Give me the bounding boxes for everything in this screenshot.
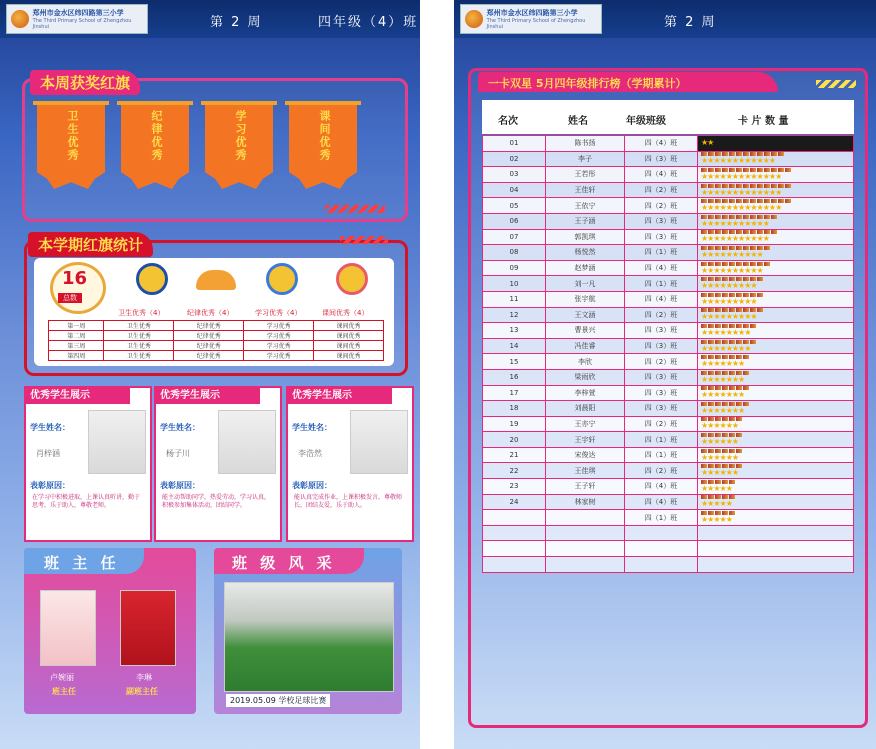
card-count-cell [698, 198, 854, 214]
card-count-cell [698, 541, 854, 557]
weekly-awards-title: 本周获奖红旗 [30, 70, 140, 95]
card-count-cell [698, 291, 854, 307]
star-icon: ★★★★★★★★★★★★ [701, 156, 776, 166]
rank-cell: 04 [483, 182, 546, 198]
star-icon: ★★★★★★★★★★★★★ [701, 171, 782, 181]
student-name-label: 学生姓名： [160, 423, 200, 432]
name-cell: 陈书扬 [546, 136, 625, 152]
class-cell: 四（4）班 [625, 291, 698, 307]
card-count-cell [698, 510, 854, 526]
ranking-table [482, 135, 854, 573]
star-icon: ★★★★★★★ [701, 374, 745, 384]
name-cell: 刘一凡 [546, 276, 625, 292]
card-count-cell [698, 229, 854, 245]
star-icon: ★★★★★★ [701, 452, 739, 462]
card-icon [715, 184, 721, 188]
star-icon: ★★★★★★★★ [701, 343, 751, 353]
class-cell: 四（2）班 [625, 182, 698, 198]
teacher-role-2: 副班主任 [126, 687, 158, 696]
card-icon [708, 340, 714, 344]
card-count-cell [698, 167, 854, 183]
card-count-cell [698, 432, 854, 448]
medal-label-2: 纪律优秀（4） [187, 309, 234, 317]
rank-cell: 03 [483, 167, 546, 183]
table-row [483, 401, 854, 417]
table-row [483, 479, 854, 495]
name-cell: 王子轩 [546, 479, 625, 495]
table-row [483, 198, 854, 214]
card-icon [764, 262, 770, 266]
name-cell: 王亦宁 [546, 416, 625, 432]
table-row [483, 229, 854, 245]
star-icon: ★★★★★★★ [701, 359, 745, 369]
table-row [483, 307, 854, 323]
head-teacher-title: 班 主 任 [44, 554, 120, 572]
rank-cell: 11 [483, 291, 546, 307]
medal-label-4: 课间优秀（4） [322, 309, 369, 317]
student-reason-label: 表彰原因： [160, 481, 200, 490]
name-cell: 梁雨欣 [546, 369, 625, 385]
award-flag-3-text: 学习优秀 [234, 110, 247, 162]
medal-label-1: 卫生优秀（4） [118, 309, 165, 317]
class-cell [625, 557, 698, 573]
card-icon [757, 293, 763, 297]
rank-cell [483, 525, 546, 541]
award-flag-4-text: 课间优秀 [318, 110, 331, 162]
class-cell: 四（3）班 [625, 385, 698, 401]
card-icon [722, 340, 728, 344]
table-row [483, 338, 854, 354]
name-cell: 王佳轩 [546, 182, 625, 198]
teacher-photo [40, 590, 96, 666]
name-cell: 王子涵 [546, 213, 625, 229]
rank-cell [483, 510, 546, 526]
card-icon [785, 199, 791, 203]
card-count-cell [698, 276, 854, 292]
card-icon [701, 184, 707, 188]
star-icon: ★★★★★★★★★★ [701, 265, 763, 275]
rank-cell: 15 [483, 354, 546, 370]
star-icon: ★★★★★★★★★★ [701, 249, 763, 259]
card-icon [771, 184, 777, 188]
rank-cell: 10 [483, 276, 546, 292]
total-label: 总数 [58, 293, 82, 303]
header-class: 年级班级 [626, 116, 666, 127]
class-cell: 四（4）班 [625, 260, 698, 276]
teacher-name-2: 李琳 [136, 673, 152, 682]
student-card-3 [286, 386, 414, 542]
table-row [483, 323, 854, 339]
card-count-cell [698, 323, 854, 339]
name-cell: 赵梦涵 [546, 260, 625, 276]
semester-stats-title: 本学期红旗统计 [28, 232, 153, 257]
card-icon [715, 340, 721, 344]
card-icon [736, 340, 742, 344]
rank-cell: 23 [483, 479, 546, 495]
week-label: 第 2 周 [210, 15, 263, 30]
decor-stripe [816, 80, 856, 88]
card-icon [701, 340, 707, 344]
name-cell: 冯佳睿 [546, 338, 625, 354]
school-logo [6, 4, 148, 34]
card-icon [778, 184, 784, 188]
table-row [483, 385, 854, 401]
left-top-bar [0, 0, 420, 38]
table-row [483, 167, 854, 183]
table-row [483, 276, 854, 292]
medal-icon [136, 263, 168, 295]
star-icon: ★★★★★★★★★★★★★ [701, 187, 782, 197]
name-cell: 李欣 [546, 354, 625, 370]
rank-cell [483, 541, 546, 557]
medal-icon [336, 263, 368, 295]
class-cell: 四（4）班 [625, 136, 698, 152]
header-name: 姓名 [568, 116, 588, 127]
class-cell: 四（3）班 [625, 338, 698, 354]
rank-cell: 12 [483, 307, 546, 323]
rank-cell: 01 [483, 136, 546, 152]
student-reason-label: 表彰原因： [30, 481, 70, 490]
card-count-cell [698, 525, 854, 541]
flag-pole [33, 101, 109, 105]
class-cell: 四（2）班 [625, 198, 698, 214]
card-icon [778, 152, 784, 156]
award-flag-1-text: 卫生优秀 [66, 110, 79, 162]
star-icon: ★★★★★★★ [701, 405, 745, 415]
card-icon [771, 215, 777, 219]
card-count-cell [698, 479, 854, 495]
card-icon [764, 184, 770, 188]
header-cards: 卡 片 数 量 [738, 116, 789, 127]
card-icon [722, 262, 728, 266]
star-icon: ★★★★★★★★★ [701, 296, 757, 306]
card-icon [757, 184, 763, 188]
table-row [483, 416, 854, 432]
class-cell: 四（1）班 [625, 276, 698, 292]
rank-cell: 08 [483, 245, 546, 261]
student-name-label: 学生姓名： [292, 423, 332, 432]
total-count: 16 [62, 268, 88, 289]
table-row [483, 369, 854, 385]
rank-cell: 21 [483, 447, 546, 463]
card-count-cell [698, 385, 854, 401]
class-cell: 四（4）班 [625, 494, 698, 510]
card-icon [708, 262, 714, 266]
rank-cell: 22 [483, 463, 546, 479]
right-top-bar [454, 0, 876, 38]
student-photo [218, 410, 276, 474]
student-reason-label: 表彰原因： [292, 481, 332, 490]
class-cell: 四（3）班 [625, 323, 698, 339]
card-icon [743, 340, 749, 344]
class-cell: 四（2）班 [625, 416, 698, 432]
class-cell: 四（3）班 [625, 229, 698, 245]
stats-table [48, 320, 384, 361]
table-row [483, 447, 854, 463]
card-icon [785, 184, 791, 188]
card-icon [750, 324, 756, 328]
name-cell [546, 557, 625, 573]
student-card-1 [24, 386, 152, 542]
card-icon [757, 308, 763, 312]
school-emblem-icon [465, 10, 483, 28]
rank-cell: 09 [483, 260, 546, 276]
name-cell: 李梓萱 [546, 385, 625, 401]
card-count-cell [698, 494, 854, 510]
class-cell: 四（2）班 [625, 307, 698, 323]
class-name: 四年级（4）班 [318, 15, 419, 30]
ranking-title: 一卡双星 5月四年级排行榜（学期累计） [488, 77, 687, 90]
table-row [483, 354, 854, 370]
table-row [483, 510, 854, 526]
card-icon [729, 184, 735, 188]
star-icon: ★★★★★ [701, 483, 732, 493]
ranking-header-bg [482, 100, 854, 134]
name-cell: 杨悦然 [546, 245, 625, 261]
rank-cell: 19 [483, 416, 546, 432]
rank-cell: 16 [483, 369, 546, 385]
card-count-cell [698, 447, 854, 463]
card-icon [771, 230, 777, 234]
card-count-cell [698, 557, 854, 573]
school-name-en: The Third Primary School of Zhengzhou Jinshui [32, 17, 132, 30]
table-row: 第二周 卫生优秀 纪律优秀 学习优秀 课间优秀 [49, 331, 384, 341]
card-icon [750, 184, 756, 188]
student-name: 肖梓涵 [36, 449, 60, 458]
card-count-cell [698, 136, 854, 152]
name-cell: 李子 [546, 151, 625, 167]
medal-icon [266, 263, 298, 295]
table-row [483, 213, 854, 229]
student-photo [350, 410, 408, 474]
card-icon [743, 184, 749, 188]
card-count-cell [698, 182, 854, 198]
left-poster-panel [0, 0, 420, 749]
rank-cell [483, 557, 546, 573]
card-count-cell [698, 338, 854, 354]
table-row: 第三周 卫生优秀 纪律优秀 学习优秀 课间优秀 [49, 341, 384, 351]
student-name: 李浩然 [298, 449, 322, 458]
card-count-cell [698, 354, 854, 370]
card-icon [708, 184, 714, 188]
class-cell: 四（2）班 [625, 354, 698, 370]
card-icon [736, 262, 742, 266]
student-card-title: 优秀学生展示 [288, 388, 392, 404]
card-count-cell [698, 151, 854, 167]
class-cell [625, 525, 698, 541]
star-icon: ★★★★★★★★ [701, 327, 751, 337]
card-icon [750, 262, 756, 266]
name-cell: 刘晨阳 [546, 401, 625, 417]
school-name: 郑州市金水区纬四路第三小学 [486, 8, 578, 17]
student-reason: 能认真完成作业，上课积极发言，尊敬师长，团结友爱，乐于助人。 [294, 494, 403, 509]
rank-cell: 02 [483, 151, 546, 167]
decor-stripe [340, 236, 388, 244]
table-row [483, 182, 854, 198]
star-icon: ★★★★★★★★★ [701, 312, 757, 322]
star-icon: ★★ [701, 138, 714, 148]
flag-pole [201, 101, 277, 105]
star-icon: ★★★★★ [701, 515, 732, 525]
table-row [483, 463, 854, 479]
card-icon [701, 262, 707, 266]
table-row: 第四周 卫生优秀 纪律优秀 学习优秀 课间优秀 [49, 351, 384, 361]
class-cell: 四（3）班 [625, 213, 698, 229]
decor-stripe [325, 205, 385, 213]
rank-cell: 24 [483, 494, 546, 510]
class-cell: 四（3）班 [625, 151, 698, 167]
card-icon [764, 246, 770, 250]
name-cell [546, 510, 625, 526]
table-row [483, 541, 854, 557]
class-cell: 四（4）班 [625, 479, 698, 495]
card-icon [743, 262, 749, 266]
table-row [483, 494, 854, 510]
card-icon [757, 262, 763, 266]
rank-cell: 20 [483, 432, 546, 448]
card-count-cell [698, 416, 854, 432]
rank-cell: 14 [483, 338, 546, 354]
class-cell: 四（1）班 [625, 447, 698, 463]
class-cell: 四（3）班 [625, 401, 698, 417]
class-cell: 四（4）班 [625, 167, 698, 183]
star-icon: ★★★★★ [701, 499, 732, 509]
class-photo-caption: 2019.05.09 学校足球比赛 [226, 694, 330, 707]
star-icon: ★★★★★★ [701, 468, 739, 478]
star-icon: ★★★★★★★ [701, 390, 745, 400]
rank-cell: 13 [483, 323, 546, 339]
card-icon [722, 184, 728, 188]
card-icon [785, 168, 791, 172]
name-cell: 王佳琪 [546, 463, 625, 479]
table-row [483, 291, 854, 307]
table-row [483, 260, 854, 276]
student-card-title: 优秀学生展示 [26, 388, 130, 404]
card-count-cell [698, 245, 854, 261]
class-cell: 四（1）班 [625, 245, 698, 261]
flag-pole [117, 101, 193, 105]
rank-cell: 17 [483, 385, 546, 401]
teacher-photo [120, 590, 176, 666]
name-cell: 宋俊达 [546, 447, 625, 463]
name-cell [546, 541, 625, 557]
right-poster-panel [454, 0, 876, 749]
medal-icon [196, 270, 236, 290]
card-icon [750, 340, 756, 344]
table-row [483, 245, 854, 261]
class-cell: 四（2）班 [625, 463, 698, 479]
school-name: 郑州市金水区纬四路第三小学 [32, 8, 124, 17]
rank-cell: 07 [483, 229, 546, 245]
card-count-cell [698, 307, 854, 323]
card-count-cell [698, 369, 854, 385]
school-logo [460, 4, 602, 34]
table-row [483, 557, 854, 573]
card-icon [736, 184, 742, 188]
name-cell: 王依宁 [546, 198, 625, 214]
card-icon [757, 277, 763, 281]
header-rank: 名次 [498, 116, 518, 127]
student-name-label: 学生姓名： [30, 423, 70, 432]
rank-cell: 18 [483, 401, 546, 417]
table-row [483, 432, 854, 448]
medal-label-3: 学习优秀（4） [255, 309, 302, 317]
student-card-2 [154, 386, 282, 542]
table-row [483, 136, 854, 152]
name-cell: 王若彤 [546, 167, 625, 183]
class-cell: 四（3）班 [625, 369, 698, 385]
card-count-cell [698, 213, 854, 229]
name-cell: 王宇轩 [546, 432, 625, 448]
card-count-cell [698, 260, 854, 276]
student-reason: 在学习中积极进取，上课认真听讲，勤于思考，乐于助人，尊敬老师。 [32, 494, 141, 509]
name-cell: 张宇航 [546, 291, 625, 307]
name-cell: 林家树 [546, 494, 625, 510]
student-reason: 能主动帮助同学，热爱劳动，学习认真，积极参加集体活动，团结同学。 [162, 494, 271, 509]
class-cell: 四（1）班 [625, 510, 698, 526]
class-cell: 四（1）班 [625, 432, 698, 448]
card-count-cell [698, 401, 854, 417]
teacher-role-1: 班主任 [52, 687, 76, 696]
student-card-title: 优秀学生展示 [156, 388, 260, 404]
rank-cell: 05 [483, 198, 546, 214]
star-icon: ★★★★★★★★★★★ [701, 218, 769, 228]
star-icon: ★★★★★★★★★★★ [701, 234, 769, 244]
flag-pole [285, 101, 361, 105]
card-icon [715, 262, 721, 266]
student-photo [88, 410, 146, 474]
student-name: 杨子川 [166, 449, 190, 458]
card-icon [729, 262, 735, 266]
table-row [483, 525, 854, 541]
rank-cell: 06 [483, 213, 546, 229]
star-icon: ★★★★★★ [701, 421, 739, 431]
name-cell [546, 525, 625, 541]
name-cell: 王文涵 [546, 307, 625, 323]
school-emblem-icon [11, 10, 29, 28]
star-icon: ★★★★★★ [701, 437, 739, 447]
class-cell [625, 541, 698, 557]
table-row [483, 151, 854, 167]
star-icon: ★★★★★★★★★★★★★ [701, 203, 782, 213]
star-icon: ★★★★★★★★★ [701, 281, 757, 291]
school-name-en: The Third Primary School of Zhengzhou Jinshui [486, 17, 586, 30]
teacher-name-1: 卢婉丽 [50, 673, 74, 682]
class-style-title: 班 级 风 采 [232, 554, 336, 572]
card-count-cell [698, 463, 854, 479]
card-icon [729, 340, 735, 344]
name-cell: 郭凯琪 [546, 229, 625, 245]
name-cell: 曹景兴 [546, 323, 625, 339]
table-row: 第一周 卫生优秀 纪律优秀 学习优秀 课间优秀 [49, 321, 384, 331]
class-photo [224, 582, 394, 692]
week-label: 第 2 周 [664, 15, 717, 30]
award-flag-2-text: 纪律优秀 [150, 110, 163, 162]
